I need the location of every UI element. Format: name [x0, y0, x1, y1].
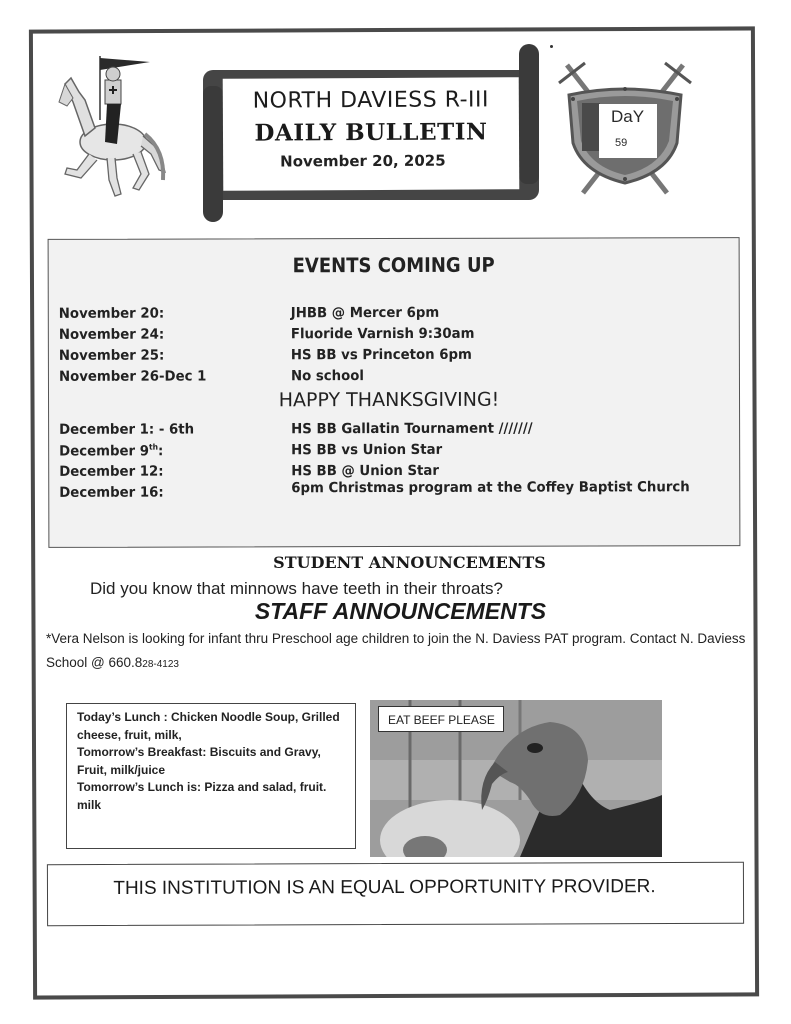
event-date: November 25: — [58, 347, 165, 364]
event-row — [59, 441, 729, 463]
event-description: No school — [290, 368, 364, 385]
title-scroll-banner — [203, 66, 543, 224]
event-date: December 1: - 6th — [59, 421, 195, 438]
event-description: Fluoride Varnish 9:30am — [290, 325, 475, 343]
student-announcement-text: Did you know that minnows have teeth in their throats? — [90, 579, 503, 598]
menu-line: Tomorrow’s Breakfast: Biscuits and Gravy, — [77, 745, 321, 759]
title-panel — [223, 77, 520, 191]
menu-line: Tomorrow’s Lunch is: Pizza and salad, fruit. — [77, 780, 327, 794]
meal-menu-box — [66, 703, 356, 849]
event-date: December 12: — [59, 463, 164, 480]
equal-opportunity-box — [47, 862, 744, 926]
scroll-curl-right — [519, 44, 539, 184]
event-date: November 20: — [58, 305, 165, 322]
student-announcements-heading: STUDENT ANNOUNCEMENTS — [273, 553, 546, 572]
bulletin-title: DAILY BULLETIN — [254, 118, 488, 147]
menu-line: cheese, fruit, milk, — [77, 727, 182, 742]
event-row — [59, 367, 729, 389]
event-date-text: December 9 — [59, 443, 149, 460]
event-date: November 26-Dec 1 — [58, 368, 207, 385]
phone-suffix: 28-4123 — [142, 659, 179, 670]
scan-speck — [550, 45, 553, 48]
events-section — [48, 237, 741, 548]
scroll-curl-left — [203, 86, 223, 222]
event-description: HS BB Gallatin Tournament /////// — [291, 420, 533, 438]
event-description: HS BB vs Union Star — [291, 441, 443, 459]
event-description: HS BB @ Union Star — [291, 462, 439, 480]
event-date — [59, 443, 163, 460]
bulletin-date: November 20, 2025 — [280, 151, 446, 171]
event-row — [59, 420, 729, 442]
event-row — [59, 325, 729, 347]
event-date: December 16: — [59, 484, 164, 501]
event-description: JHBB @ Mercer 6pm — [290, 304, 440, 322]
school-name: NORTH DAVIESS R-III — [252, 87, 490, 114]
staff-announcements-heading: STAFF ANNOUNCEMENTS — [254, 598, 547, 624]
equal-opportunity-notice: THIS INSTITUTION IS AN EQUAL OPPORTUNITY PROVIDER. — [113, 876, 656, 899]
turkey-photo — [370, 700, 662, 857]
event-description: 6pm Christmas program at the Coffey Baptist Church — [291, 479, 690, 497]
staff-announcement-main: *Vera Nelson is looking for infant thru Preschool age children to join the N. Daviess PAT program. Contact N. Daviess School @ 660.8 — [46, 631, 746, 670]
ordinal-suffix: th — [148, 442, 159, 452]
event-row — [59, 346, 729, 368]
menu-line: milk — [77, 797, 102, 812]
photo-caption: EAT BEEF PLEASE — [378, 706, 504, 732]
event-row — [59, 479, 729, 505]
event-date: November 24: — [58, 326, 165, 343]
event-row — [59, 304, 729, 326]
menu-line: Fruit, milk/juice — [77, 762, 166, 777]
date-colon: : — [158, 443, 164, 460]
knight-on-horse-icon — [55, 50, 175, 205]
school-day-counter — [599, 104, 657, 158]
day-label: DaY — [611, 107, 645, 126]
day-number: 59 — [615, 137, 628, 149]
event-description: HS BB vs Princeton 6pm — [290, 346, 472, 364]
events-heading: EVENTS COMING UP — [292, 252, 495, 278]
staff-announcement-text — [46, 627, 746, 677]
meal-menu-text — [67, 704, 355, 819]
thanksgiving-banner: HAPPY THANKSGIVING! — [278, 388, 500, 412]
menu-line: Today’s Lunch : Chicken Noodle Soup, Grilled — [77, 710, 340, 724]
